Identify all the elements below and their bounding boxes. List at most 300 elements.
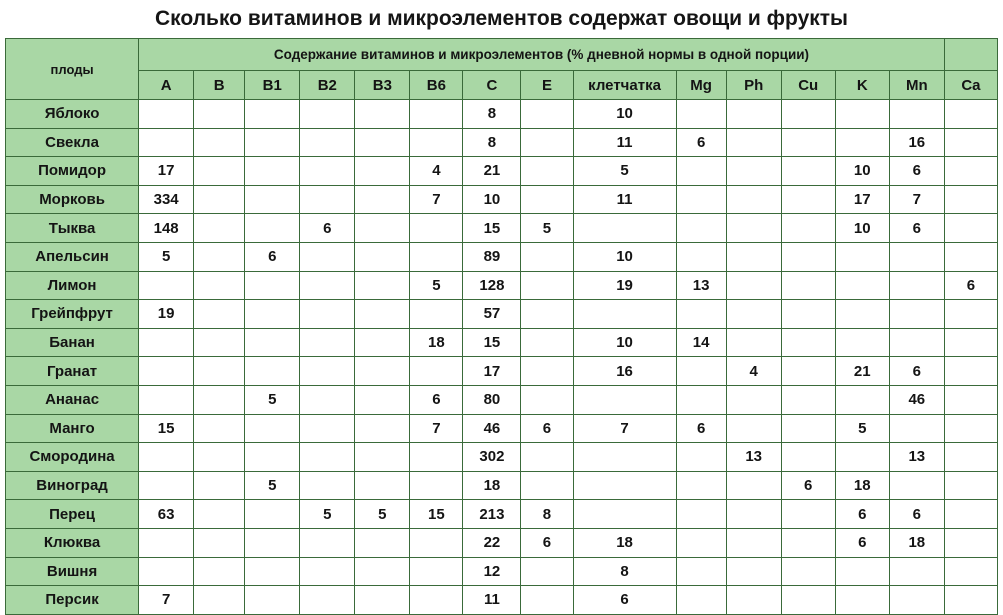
value-cell xyxy=(410,471,463,500)
value-cell xyxy=(573,443,676,472)
value-cell xyxy=(521,242,573,271)
column-header: Cu xyxy=(781,71,835,100)
value-cell xyxy=(573,300,676,329)
value-cell: 6 xyxy=(521,528,573,557)
value-cell xyxy=(194,242,245,271)
table-row xyxy=(6,300,998,329)
value-cell xyxy=(726,414,781,443)
table-row xyxy=(6,128,998,157)
fruit-name-cell: Апельсин xyxy=(6,242,139,271)
value-cell: 11 xyxy=(573,128,676,157)
value-cell: 15 xyxy=(463,214,521,243)
value-cell xyxy=(300,185,355,214)
value-cell xyxy=(355,214,410,243)
value-cell: 6 xyxy=(573,586,676,615)
value-cell xyxy=(245,328,300,357)
value-cell xyxy=(726,471,781,500)
value-cell xyxy=(300,242,355,271)
value-cell xyxy=(889,414,944,443)
value-cell xyxy=(355,100,410,129)
value-cell xyxy=(139,385,194,414)
value-cell xyxy=(194,185,245,214)
column-header: Ph xyxy=(726,71,781,100)
value-cell xyxy=(194,443,245,472)
value-cell xyxy=(245,185,300,214)
value-cell xyxy=(781,100,835,129)
table-row xyxy=(6,443,998,472)
value-cell: 89 xyxy=(463,242,521,271)
value-cell xyxy=(410,214,463,243)
value-cell xyxy=(781,185,835,214)
value-cell xyxy=(781,242,835,271)
value-cell xyxy=(781,414,835,443)
value-cell xyxy=(355,300,410,329)
value-cell xyxy=(521,557,573,586)
value-cell xyxy=(944,185,997,214)
value-cell xyxy=(521,357,573,386)
value-cell xyxy=(300,528,355,557)
value-cell xyxy=(194,385,245,414)
value-cell xyxy=(355,242,410,271)
value-cell xyxy=(194,471,245,500)
value-cell: 4 xyxy=(410,157,463,186)
value-cell xyxy=(300,157,355,186)
table-row xyxy=(6,414,998,443)
fruit-name-cell: Банан xyxy=(6,328,139,357)
value-cell xyxy=(521,100,573,129)
fruit-name-cell: Тыква xyxy=(6,214,139,243)
column-header: В xyxy=(194,71,245,100)
value-cell: 6 xyxy=(889,500,944,529)
value-cell: 19 xyxy=(139,300,194,329)
table-row xyxy=(6,471,998,500)
value-cell: 10 xyxy=(835,214,889,243)
value-cell xyxy=(355,557,410,586)
fruit-name-cell: Гранат xyxy=(6,357,139,386)
column-header: B3 xyxy=(355,71,410,100)
table-row xyxy=(6,500,998,529)
value-cell xyxy=(676,500,726,529)
value-cell xyxy=(410,242,463,271)
value-cell xyxy=(944,157,997,186)
value-cell xyxy=(194,157,245,186)
column-header: Mn xyxy=(889,71,944,100)
value-cell xyxy=(521,128,573,157)
value-cell xyxy=(245,357,300,386)
value-cell xyxy=(300,471,355,500)
value-cell xyxy=(521,443,573,472)
value-cell xyxy=(676,557,726,586)
table-row xyxy=(6,157,998,186)
value-cell xyxy=(676,443,726,472)
value-cell xyxy=(194,100,245,129)
value-cell: 21 xyxy=(463,157,521,186)
value-cell xyxy=(300,100,355,129)
fruit-name-cell: Помидор xyxy=(6,157,139,186)
value-cell xyxy=(781,500,835,529)
value-cell xyxy=(676,100,726,129)
value-cell xyxy=(355,528,410,557)
table-row xyxy=(6,242,998,271)
value-cell: 5 xyxy=(139,242,194,271)
value-cell xyxy=(194,214,245,243)
value-cell: 8 xyxy=(463,128,521,157)
value-cell xyxy=(676,242,726,271)
column-header: K xyxy=(835,71,889,100)
value-cell: 6 xyxy=(889,357,944,386)
value-cell xyxy=(355,357,410,386)
value-cell xyxy=(300,271,355,300)
fruits-column-header: плоды xyxy=(6,39,139,100)
value-cell xyxy=(726,100,781,129)
table-row xyxy=(6,100,998,129)
value-cell xyxy=(944,300,997,329)
value-cell xyxy=(726,214,781,243)
value-cell xyxy=(410,586,463,615)
value-cell xyxy=(300,357,355,386)
value-cell xyxy=(245,157,300,186)
value-cell: 6 xyxy=(889,214,944,243)
column-header: B2 xyxy=(300,71,355,100)
value-cell: 19 xyxy=(573,271,676,300)
value-cell xyxy=(944,471,997,500)
value-cell xyxy=(194,271,245,300)
value-cell xyxy=(521,271,573,300)
value-cell: 17 xyxy=(835,185,889,214)
value-cell: 13 xyxy=(676,271,726,300)
value-cell: 6 xyxy=(245,242,300,271)
value-cell: 7 xyxy=(410,414,463,443)
fruit-name-cell: Клюква xyxy=(6,528,139,557)
value-cell: 8 xyxy=(573,557,676,586)
group-header: Содержание витаминов и микроэлементов (% дневной нормы в одной порции) xyxy=(139,39,945,71)
value-cell xyxy=(410,128,463,157)
fruit-name-cell: Персик xyxy=(6,586,139,615)
column-header-row xyxy=(6,71,998,100)
value-cell: 6 xyxy=(781,471,835,500)
fruit-name-cell: Морковь xyxy=(6,185,139,214)
value-cell xyxy=(944,586,997,615)
value-cell: 11 xyxy=(463,586,521,615)
value-cell: 6 xyxy=(521,414,573,443)
value-cell xyxy=(944,414,997,443)
value-cell: 57 xyxy=(463,300,521,329)
value-cell xyxy=(139,471,194,500)
value-cell xyxy=(573,500,676,529)
value-cell xyxy=(300,443,355,472)
value-cell xyxy=(889,271,944,300)
value-cell xyxy=(944,385,997,414)
value-cell: 10 xyxy=(573,100,676,129)
fruit-name-cell: Свекла xyxy=(6,128,139,157)
value-cell xyxy=(194,357,245,386)
value-cell: 10 xyxy=(463,185,521,214)
nutrition-table xyxy=(5,38,998,615)
value-cell xyxy=(355,271,410,300)
value-cell xyxy=(139,443,194,472)
value-cell xyxy=(781,443,835,472)
value-cell xyxy=(194,557,245,586)
fruit-name-cell: Грейпфрут xyxy=(6,300,139,329)
value-cell: 5 xyxy=(835,414,889,443)
value-cell xyxy=(410,357,463,386)
column-header: Е xyxy=(521,71,573,100)
table-row xyxy=(6,357,998,386)
value-cell: 148 xyxy=(139,214,194,243)
fruit-name-cell: Вишня xyxy=(6,557,139,586)
table-row xyxy=(6,328,998,357)
value-cell xyxy=(889,471,944,500)
value-cell xyxy=(944,242,997,271)
value-cell: 5 xyxy=(410,271,463,300)
table-row xyxy=(6,214,998,243)
value-cell xyxy=(781,328,835,357)
value-cell xyxy=(835,586,889,615)
value-cell xyxy=(521,185,573,214)
value-cell: 16 xyxy=(573,357,676,386)
value-cell: 18 xyxy=(573,528,676,557)
value-cell xyxy=(521,328,573,357)
value-cell xyxy=(781,128,835,157)
value-cell xyxy=(245,557,300,586)
value-cell xyxy=(194,528,245,557)
value-cell xyxy=(139,357,194,386)
fruit-name-cell: Ананас xyxy=(6,385,139,414)
value-cell xyxy=(410,443,463,472)
value-cell xyxy=(726,586,781,615)
value-cell xyxy=(781,385,835,414)
value-cell: 18 xyxy=(835,471,889,500)
value-cell: 6 xyxy=(676,128,726,157)
value-cell xyxy=(300,385,355,414)
value-cell: 16 xyxy=(889,128,944,157)
value-cell xyxy=(355,328,410,357)
value-cell xyxy=(835,328,889,357)
value-cell: 334 xyxy=(139,185,194,214)
value-cell: 213 xyxy=(463,500,521,529)
value-cell xyxy=(573,471,676,500)
value-cell xyxy=(676,300,726,329)
table-row xyxy=(6,586,998,615)
value-cell xyxy=(889,300,944,329)
value-cell xyxy=(139,528,194,557)
value-cell xyxy=(194,586,245,615)
value-cell: 18 xyxy=(410,328,463,357)
value-cell: 12 xyxy=(463,557,521,586)
value-cell xyxy=(726,185,781,214)
value-cell xyxy=(521,586,573,615)
value-cell: 7 xyxy=(410,185,463,214)
value-cell: 10 xyxy=(573,242,676,271)
value-cell xyxy=(245,128,300,157)
page-title: Сколько витаминов и микроэлементов содержат овощи и фрукты xyxy=(155,7,848,30)
fruit-name-cell: Перец xyxy=(6,500,139,529)
value-cell: 5 xyxy=(573,157,676,186)
column-header: А xyxy=(139,71,194,100)
value-cell: 5 xyxy=(355,500,410,529)
value-cell xyxy=(835,443,889,472)
value-cell xyxy=(245,214,300,243)
value-cell xyxy=(300,414,355,443)
value-cell xyxy=(676,385,726,414)
value-cell xyxy=(355,185,410,214)
value-cell xyxy=(726,528,781,557)
value-cell xyxy=(573,214,676,243)
value-cell xyxy=(521,157,573,186)
value-cell xyxy=(139,557,194,586)
value-cell xyxy=(410,300,463,329)
table-row xyxy=(6,185,998,214)
column-header: Mg xyxy=(676,71,726,100)
value-cell xyxy=(521,471,573,500)
value-cell xyxy=(835,557,889,586)
value-cell: 17 xyxy=(139,157,194,186)
value-cell xyxy=(410,528,463,557)
value-cell xyxy=(300,586,355,615)
value-cell xyxy=(944,443,997,472)
value-cell: 15 xyxy=(410,500,463,529)
value-cell xyxy=(355,586,410,615)
value-cell xyxy=(889,586,944,615)
value-cell: 80 xyxy=(463,385,521,414)
value-cell: 18 xyxy=(889,528,944,557)
value-cell: 5 xyxy=(521,214,573,243)
value-cell xyxy=(245,586,300,615)
value-cell xyxy=(835,385,889,414)
value-cell xyxy=(726,328,781,357)
value-cell xyxy=(944,328,997,357)
table-row xyxy=(6,557,998,586)
value-cell xyxy=(781,214,835,243)
value-cell: 6 xyxy=(889,157,944,186)
value-cell xyxy=(726,157,781,186)
value-cell xyxy=(300,328,355,357)
value-cell xyxy=(355,157,410,186)
value-cell: 22 xyxy=(463,528,521,557)
value-cell xyxy=(944,500,997,529)
value-cell: 6 xyxy=(944,271,997,300)
value-cell xyxy=(726,557,781,586)
value-cell xyxy=(781,586,835,615)
value-cell xyxy=(245,528,300,557)
value-cell xyxy=(726,128,781,157)
value-cell xyxy=(139,128,194,157)
value-cell xyxy=(781,357,835,386)
value-cell xyxy=(726,242,781,271)
value-cell: 4 xyxy=(726,357,781,386)
value-cell xyxy=(245,271,300,300)
value-cell xyxy=(245,414,300,443)
fruit-name-cell: Смородина xyxy=(6,443,139,472)
value-cell xyxy=(355,414,410,443)
value-cell xyxy=(944,357,997,386)
value-cell xyxy=(835,271,889,300)
value-cell xyxy=(781,300,835,329)
value-cell xyxy=(944,100,997,129)
value-cell xyxy=(521,300,573,329)
value-cell xyxy=(676,185,726,214)
value-cell xyxy=(245,443,300,472)
column-header: B6 xyxy=(410,71,463,100)
value-cell xyxy=(410,557,463,586)
value-cell xyxy=(944,528,997,557)
value-cell xyxy=(521,385,573,414)
value-cell: 6 xyxy=(300,214,355,243)
value-cell xyxy=(300,300,355,329)
value-cell xyxy=(676,157,726,186)
value-cell xyxy=(944,128,997,157)
value-cell: 11 xyxy=(573,185,676,214)
value-cell: 5 xyxy=(245,471,300,500)
value-cell xyxy=(194,414,245,443)
value-cell xyxy=(726,271,781,300)
value-cell: 302 xyxy=(463,443,521,472)
value-cell xyxy=(889,100,944,129)
value-cell: 63 xyxy=(139,500,194,529)
column-header: B1 xyxy=(245,71,300,100)
value-cell: 5 xyxy=(300,500,355,529)
value-cell: 5 xyxy=(245,385,300,414)
value-cell: 6 xyxy=(835,500,889,529)
value-cell xyxy=(835,300,889,329)
value-cell: 46 xyxy=(463,414,521,443)
value-cell xyxy=(194,328,245,357)
value-cell xyxy=(835,242,889,271)
value-cell: 128 xyxy=(463,271,521,300)
value-cell xyxy=(781,157,835,186)
value-cell: 14 xyxy=(676,328,726,357)
value-cell xyxy=(676,357,726,386)
value-cell: 7 xyxy=(889,185,944,214)
value-cell: 8 xyxy=(463,100,521,129)
fruit-name-cell: Лимон xyxy=(6,271,139,300)
group-header-spacer xyxy=(944,39,997,71)
value-cell xyxy=(889,328,944,357)
fruit-name-cell: Виноград xyxy=(6,471,139,500)
value-cell: 13 xyxy=(889,443,944,472)
value-cell: 7 xyxy=(139,586,194,615)
fruit-name-cell: Яблоко xyxy=(6,100,139,129)
value-cell xyxy=(410,100,463,129)
value-cell xyxy=(139,100,194,129)
value-cell: 10 xyxy=(835,157,889,186)
fruit-name-cell: Манго xyxy=(6,414,139,443)
value-cell xyxy=(676,214,726,243)
table-row xyxy=(6,271,998,300)
value-cell xyxy=(781,557,835,586)
value-cell: 6 xyxy=(835,528,889,557)
value-cell: 13 xyxy=(726,443,781,472)
value-cell xyxy=(726,385,781,414)
value-cell xyxy=(573,385,676,414)
column-header: С xyxy=(463,71,521,100)
value-cell xyxy=(726,500,781,529)
value-cell: 15 xyxy=(139,414,194,443)
value-cell xyxy=(355,385,410,414)
value-cell xyxy=(139,328,194,357)
value-cell xyxy=(676,586,726,615)
value-cell xyxy=(355,443,410,472)
value-cell xyxy=(355,471,410,500)
column-header: Ca xyxy=(944,71,997,100)
table-body xyxy=(6,100,998,615)
value-cell: 21 xyxy=(835,357,889,386)
value-cell xyxy=(245,300,300,329)
value-cell xyxy=(676,471,726,500)
value-cell xyxy=(944,557,997,586)
value-cell xyxy=(300,557,355,586)
value-cell xyxy=(781,528,835,557)
